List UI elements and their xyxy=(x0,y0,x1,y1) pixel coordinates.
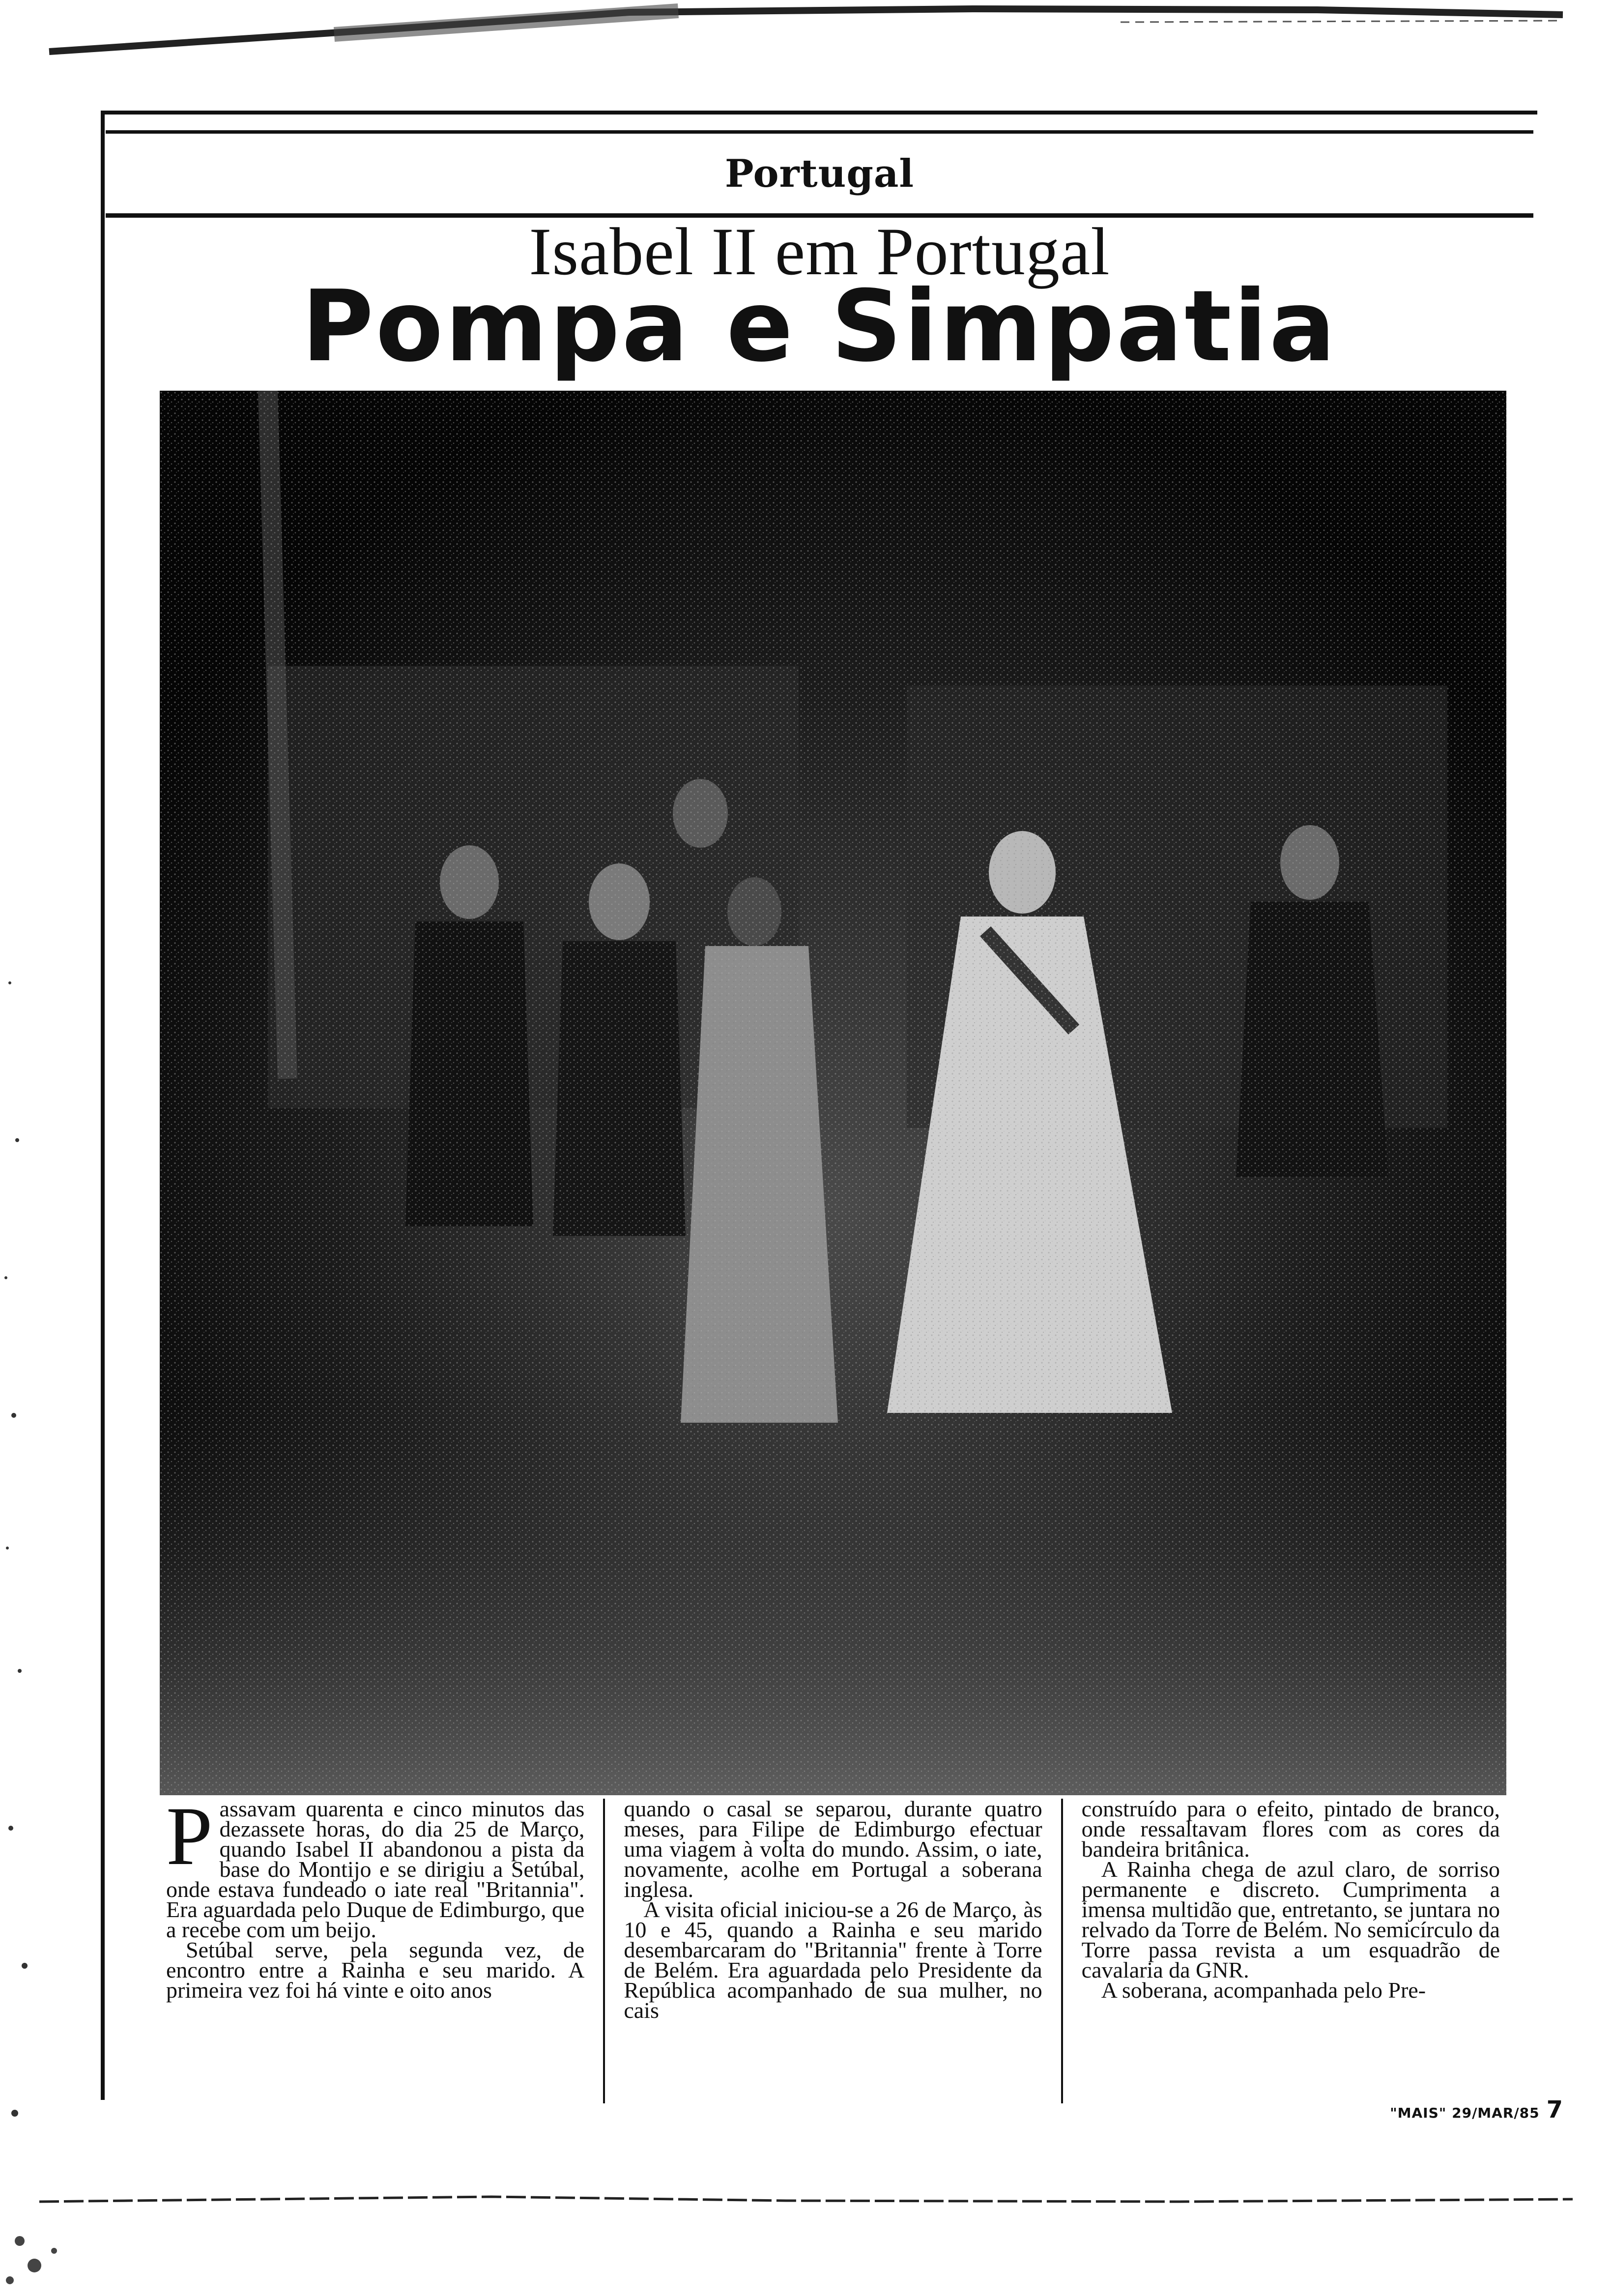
folio-source: "MAIS" 29/MAR/85 xyxy=(1390,2105,1540,2121)
headline: Pompa e Simpatia xyxy=(301,269,1338,384)
scan-edge-bottom xyxy=(0,2182,1612,2296)
scan-edge-left xyxy=(0,934,59,2296)
folio xyxy=(1390,2096,1563,2124)
article-column-3 xyxy=(1061,1799,1519,2103)
article-column-2 xyxy=(603,1799,1061,2103)
paragraph: quando o casal se separou, durante quatro meses, para Filipe de Edimburgo efectuar uma viagem à volta do mundo. Assim, o iate, novamente, acolhe em Portugal a soberana inglesa. xyxy=(624,1799,1042,1902)
dropcap: P xyxy=(166,1799,213,1882)
section-label: Portugal xyxy=(724,151,915,196)
page-number: 7 xyxy=(1546,2096,1563,2124)
paragraph: construído para o efeito, pintado de branco, onde ressaltavam flores com as cores da bandeira britânica. xyxy=(1081,1799,1500,1862)
kicker: Isabel II em Portugal xyxy=(529,214,1110,289)
paragraph: A soberana, acompanhada pelo Pre- xyxy=(1101,1978,1426,2003)
article-column-1 xyxy=(147,1799,603,2103)
paragraph: A visita oficial iniciou-se a 26 de Março, às 10 e 45, quando a Rainha e seu marido desembarcaram do "Britannia" frente à Torre de Belém. Era aguardada pelo Presidente da República acompanhado de sua mulher, no cais xyxy=(624,1897,1042,2023)
article-body xyxy=(147,1799,1519,2103)
paragraph xyxy=(166,1799,584,1940)
paragraph-text: assavam quarenta e cinco minutos das dezassete horas, do dia 25 de Março, quando Isabel II abandonou a pista da base do Montijo e se dirigiu a Setúbal, onde estava fundeado o iate real "Britannia". Era aguardada pelo Duque de Edimburgo, que a recebe com um beijo. xyxy=(166,1799,585,1942)
paragraph: Setúbal serve, pela segunda vez, de encontro entre a Rainha e seu marido. A primeira vez foi há vinte e oito anos xyxy=(166,1937,585,2003)
scan-edge-top xyxy=(39,0,1578,59)
photo-queen-evening-reception xyxy=(160,391,1506,1795)
paragraph: A Rainha chega de azul claro, de sorriso permanente e discreto. Cumprimenta a imensa multidão que, entretanto, se juntara no relvado da Torre de Belém. No semicírculo da Torre passa revista a um esquadrão de cavalaria da GNR. xyxy=(1081,1857,1500,1982)
section-header xyxy=(106,130,1533,218)
